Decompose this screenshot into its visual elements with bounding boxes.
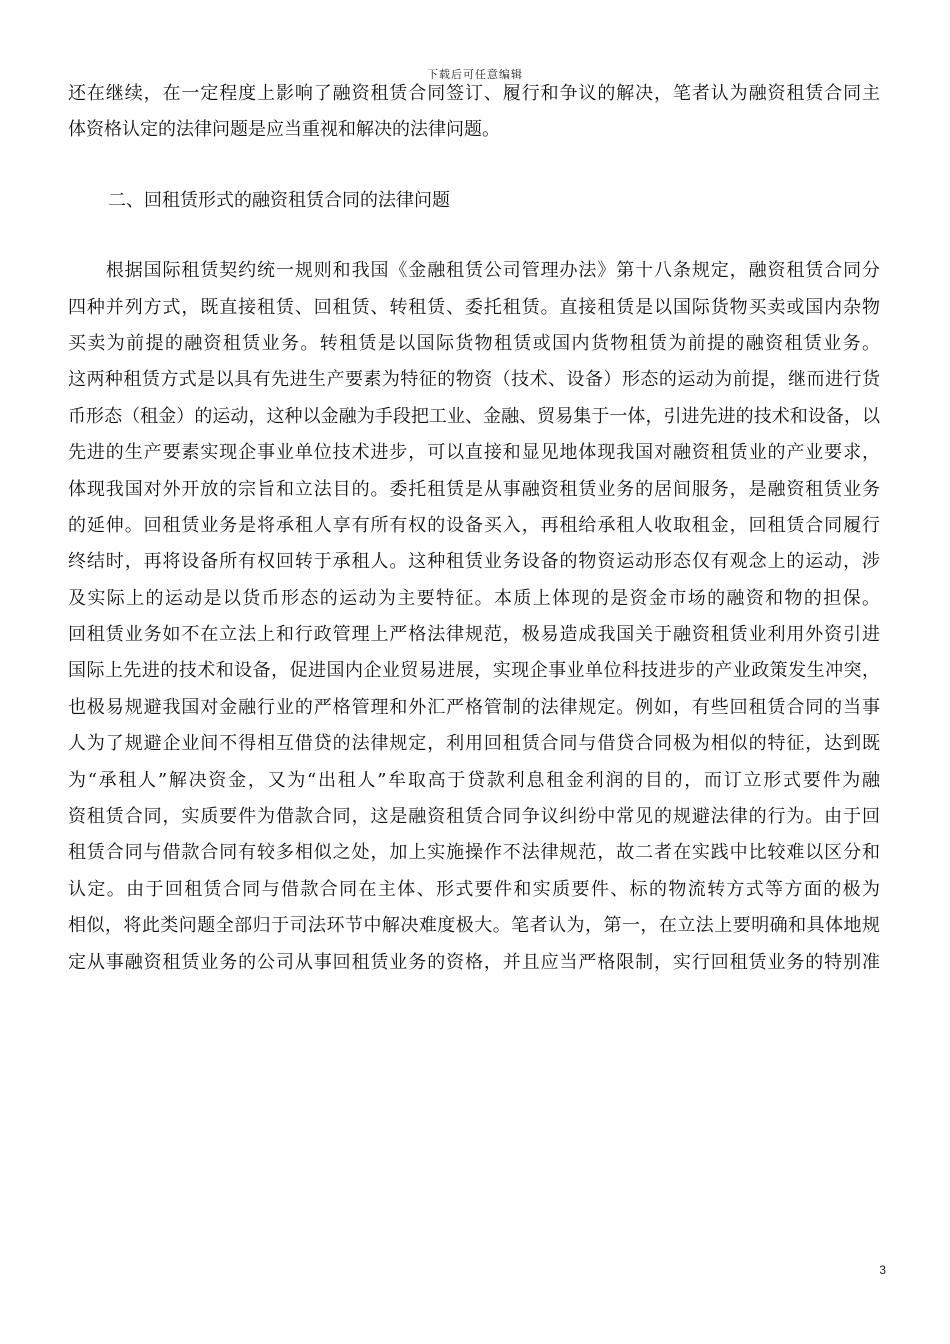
- text-line: 资租赁合同，实质要件为借款合同，这是融资租赁合同争议纠纷中常见的规避法律的行为。由于回: [68, 806, 880, 828]
- text-line: 终结时，再将设备所有权回转于承租人。这种租赁业务设备的物资运动形态仅有观念上的运动，涉: [68, 551, 880, 573]
- document-body: [68, 76, 880, 981]
- section-heading: 二、回租赁形式的融资租赁合同的法律问题: [108, 189, 450, 211]
- text-line: 也极易规避我国对金融行业的严格管理和外汇严格管制的法律规定。例如，有些回租赁合同的当事: [68, 696, 880, 718]
- text-line: 定从事融资租赁业务的公司从事回租赁业务的资格，并且应当严格限制，实行回租赁业务的特别准: [68, 951, 880, 973]
- text-line: 先进的生产要素实现企事业单位技术进步，可以直接和显见地体现我国对融资租赁业的产业要求，: [68, 442, 880, 464]
- text-line: 为“承租人”解决资金，又为“出租人”牟取高于贷款利息租金利润的目的，而订立形式要件为融: [68, 769, 880, 791]
- text-line: 租赁合同与借款合同有较多相似之处，加上实施操作不法律规范，故二者在实践中比较难以区分和: [68, 842, 880, 864]
- paragraph-1: [68, 76, 880, 149]
- paragraph-2: [68, 253, 880, 981]
- text-line: 认定。由于回租赁合同与借款合同在主体、形式要件和实质要件、标的物流转方式等方面的极为: [68, 878, 880, 900]
- text-line: 的延伸。回租赁业务是将承租人享有所有权的设备买入，再租给承租人收取租金，回租赁合同履行: [68, 514, 880, 536]
- text-line: 及实际上的运动是以货币形态的运动为主要特征。本质上体现的是资金市场的融资和物的担保。: [68, 587, 880, 609]
- text-line: 四种并列方式，既直接租赁、回租赁、转租赁、委托租赁。直接租赁是以国际货物买卖或国内杂物: [68, 296, 880, 318]
- text-line: 体现我国对外开放的宗旨和立法目的。委托租赁是从事融资租赁业务的居间服务，是融资租赁业务: [68, 478, 880, 500]
- text-line: 回租赁业务如不在立法上和行政管理上严格法律规范，极易造成我国关于融资租赁业利用外资引进: [68, 624, 880, 646]
- text-line: 这两种租赁方式是以具有先进生产要素为特征的物资（技术、设备）形态的运动为前提，继而进行货: [68, 369, 880, 391]
- text-line: 人为了规避企业间不得相互借贷的法律规定，利用回租赁合同与借贷合同极为相似的特征，达到既: [68, 733, 880, 755]
- text-line: 根据国际租赁契约统一规则和我国《金融租赁公司管理办法》第十八条规定，融资租赁合同分: [68, 260, 880, 282]
- page-number: 3: [879, 1263, 886, 1277]
- header-note: 下载后可任意编辑: [427, 68, 523, 81]
- text-line: 币形态（租金）的运动，这种以金融为手段把工业、金融、贸易集于一体，引进先进的技术和设备，以: [68, 405, 880, 427]
- text-line: 国际上先进的技术和设备，促进国内企业贸易进展，实现企事业单位科技进步的产业政策发生冲突，: [68, 660, 880, 682]
- text-line: 买卖为前提的融资租赁业务。转租赁是以国际货物租赁或国内货物租赁为前提的融资租赁业务。: [68, 332, 880, 354]
- text-line: 相似，将此类问题全部归于司法环节中解决难度极大。笔者认为，第一，在立法上要明确和具体地规: [68, 915, 880, 937]
- text-line: 还在继续，在一定程度上影响了融资租赁合同签订、履行和争议的解决，笔者认为融资租赁合同主: [68, 83, 880, 104]
- text-line: 体资格认定的法律问题是应当重视和解决的法律问题。: [68, 119, 500, 141]
